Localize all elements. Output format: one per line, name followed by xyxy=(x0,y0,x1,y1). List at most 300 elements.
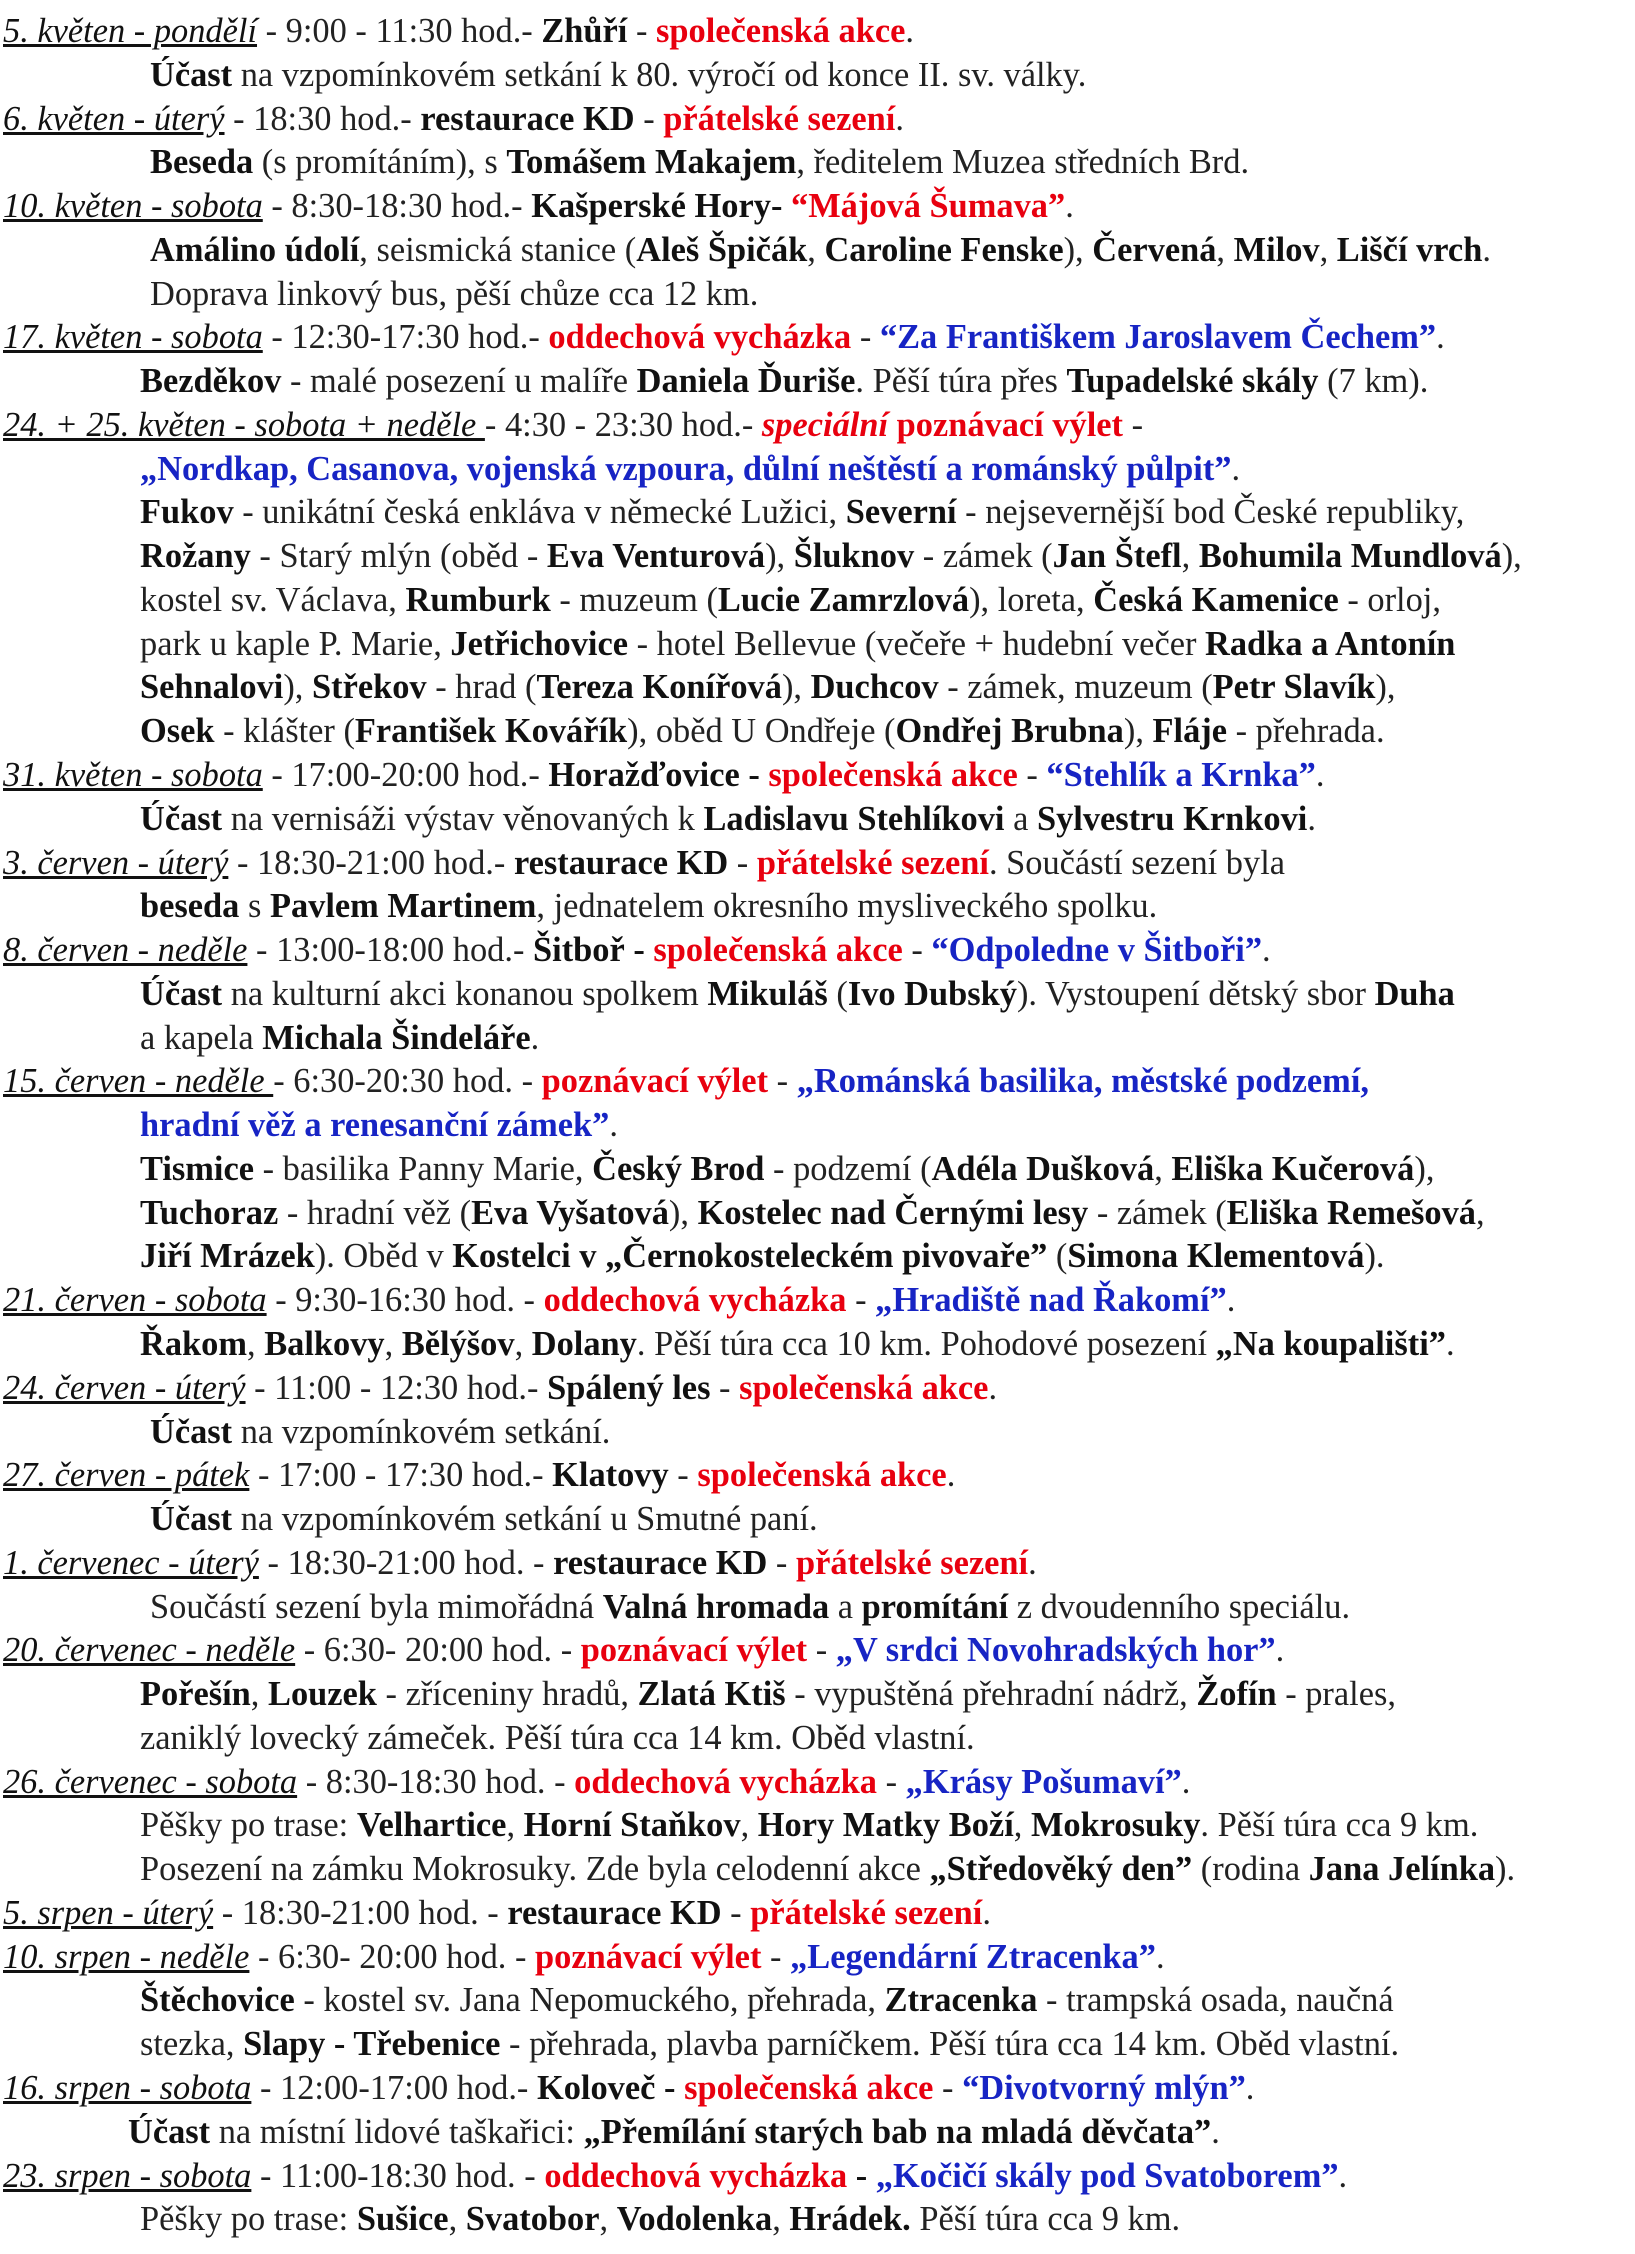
text-segment: na vzpomínkovém setkání k 80. výročí od konce II. sv. války. xyxy=(232,55,1087,94)
text-segment: , xyxy=(247,1324,265,1363)
bold-text: Česká Kamenice xyxy=(1093,580,1339,619)
text-segment xyxy=(888,406,897,444)
bold-text: Aleš Špičák xyxy=(636,230,808,269)
text-segment: - xyxy=(807,1631,836,1670)
bold-text: Mokrosuky xyxy=(1030,1806,1201,1845)
text-segment: a xyxy=(1004,799,1037,838)
text-segment: - zámek ( xyxy=(914,537,1053,576)
text-segment: - hrad ( xyxy=(426,668,537,707)
event-detail-line xyxy=(0,1586,1635,1630)
bold-text: Tomášem Makajem xyxy=(506,143,797,182)
event-title: „Kočičí skály pod Svatoborem” xyxy=(875,2156,1339,2195)
event-type: přátelské sezení xyxy=(750,1893,983,1932)
text-segment: . xyxy=(1307,799,1316,838)
text-segment: . xyxy=(1226,1281,1236,1320)
event-detail-line xyxy=(0,666,1635,710)
event-type: společenská akce xyxy=(653,931,903,970)
event-header-line xyxy=(0,10,1635,54)
text-segment: - 12:00-17:00 hod.- xyxy=(251,2068,537,2107)
event-header-line xyxy=(0,1629,1635,1673)
text-segment: - xyxy=(767,1543,796,1582)
bold-text: Mikuláš xyxy=(707,974,828,1013)
event-detail-line xyxy=(0,54,1635,98)
text-segment: Pěšky po trase: xyxy=(140,2200,357,2239)
text-segment: ), loreta, xyxy=(969,580,1094,619)
event-header-line xyxy=(0,1279,1635,1323)
text-segment: . xyxy=(1275,1631,1285,1670)
event-type: poznávací výlet xyxy=(535,1937,762,1976)
text-segment: - xyxy=(668,1456,698,1495)
bold-text: Štěchovice xyxy=(140,1981,295,2020)
bold-text: František Kovářík xyxy=(354,712,628,751)
text-segment: - zříceniny hradů, xyxy=(376,1675,638,1714)
text-segment: - přehrada. xyxy=(1227,712,1385,751)
event-date: 10. srpen - neděle xyxy=(3,1937,250,1976)
event-detail-line xyxy=(0,1104,1635,1148)
text-segment: - xyxy=(933,2068,963,2107)
event-title: „Hradiště nad Řakomí” xyxy=(875,1281,1227,1320)
text-segment: . xyxy=(895,99,904,138)
event-date: 31. květen - sobota xyxy=(3,756,263,795)
text-segment: na vernisáži výstav věnovaných k xyxy=(222,799,704,838)
text-segment: - 6:30- 20:00 hod. - xyxy=(295,1631,581,1670)
text-segment: . xyxy=(1211,2112,1220,2151)
text-segment: - nejsevernější bod České republiky, xyxy=(956,493,1465,532)
text-segment: - xyxy=(1123,405,1144,444)
text-segment: - xyxy=(634,99,664,138)
text-segment: . xyxy=(946,1456,956,1495)
text-segment: . Součástí sezení byla xyxy=(988,843,1286,882)
event-date: 23. srpen - sobota xyxy=(3,2156,252,2195)
bold-text: Kostelci v „Černokosteleckém pivovaře” xyxy=(452,1237,1048,1276)
bold-text: Kašperské Hory- xyxy=(531,187,783,226)
bold-text: Eva Vyšatová xyxy=(471,1193,669,1232)
bold-text: Fláje xyxy=(1152,712,1228,751)
text-segment: ), xyxy=(1501,537,1522,576)
bold-text: „Středověký den” xyxy=(929,1850,1193,1889)
bold-text: Rožany xyxy=(140,537,251,576)
text-segment: - orloj, xyxy=(1338,580,1441,619)
bold-text: Fukov xyxy=(140,493,234,532)
event-date: 3. červen - úterý xyxy=(3,843,229,882)
event-detail-line xyxy=(0,1192,1635,1236)
event-detail-line xyxy=(0,1804,1635,1848)
text-segment: . xyxy=(988,1368,998,1407)
bold-text: - xyxy=(624,931,654,970)
bold-text: Zhůří xyxy=(541,12,628,50)
event-detail-line xyxy=(0,1498,1635,1542)
event-detail-line xyxy=(0,885,1635,929)
event-title: „Románská basilika, městské podzemí, xyxy=(796,1062,1369,1101)
event-detail-line xyxy=(0,229,1635,273)
event-type: společenská akce xyxy=(684,2068,934,2107)
bold-text: Eliška Remešová xyxy=(1226,1193,1476,1232)
text-segment: - muzeum ( xyxy=(550,580,718,619)
bold-text: Radka a Antonín xyxy=(1205,624,1456,663)
bold-text: Osek xyxy=(140,712,215,751)
bold-text: Klatovy xyxy=(552,1456,669,1495)
bold-text: Caroline Fenske xyxy=(824,230,1064,269)
text-segment: . xyxy=(1338,2156,1348,2195)
event-header-line xyxy=(0,1542,1635,1586)
bold-text: Ladislavu Stehlíkovi xyxy=(703,799,1005,838)
event-date: 5. srpen - úterý xyxy=(3,1893,214,1932)
event-type: oddechová vycházka xyxy=(574,1762,877,1801)
event-type: oddechová vycházka xyxy=(544,2156,848,2195)
bold-text: Svatobor xyxy=(465,2200,600,2239)
text-segment: - xyxy=(721,1893,751,1932)
event-detail-line xyxy=(0,1673,1635,1717)
text-segment: . xyxy=(1065,187,1074,226)
text-segment: - xyxy=(851,318,880,357)
text-segment: Pěšky po trase: xyxy=(140,1806,357,1845)
event-date: 10. květen - sobota xyxy=(3,187,263,226)
text-segment: . Pěší túra cca 9 km. xyxy=(1200,1806,1479,1845)
bold-text: Sehnalovi xyxy=(140,668,284,707)
text-segment: - xyxy=(902,931,932,970)
text-segment: na vzpomínkovém setkání. xyxy=(232,1412,611,1451)
bold-text: Účast xyxy=(150,55,233,94)
event-detail-line xyxy=(0,448,1635,492)
bold-text: restaurace KD xyxy=(420,99,635,138)
bold-text: Sušice xyxy=(356,2200,449,2239)
bold-text: Lucie Zamrzlová xyxy=(717,580,970,619)
bold-text: Jiří Mrázek xyxy=(140,1237,315,1276)
text-segment: , xyxy=(1476,1193,1485,1232)
bold-text: Simona Klementová xyxy=(1067,1237,1365,1276)
event-header-line xyxy=(0,98,1635,142)
text-segment: - hradní věž ( xyxy=(278,1193,472,1232)
event-date: 6. květen - úterý xyxy=(3,99,225,138)
event-detail-line xyxy=(0,360,1635,404)
text-segment: - 12:30-17:30 hod.- xyxy=(262,318,549,357)
event-date: 17. květen - sobota xyxy=(3,318,263,357)
bold-text: Jetřichovice xyxy=(450,624,628,663)
event-detail-line xyxy=(0,273,1635,317)
bold-text: Kostelec nad Černými lesy xyxy=(697,1193,1089,1232)
bold-text: Účast xyxy=(150,1412,233,1451)
text-segment: . xyxy=(1482,230,1491,269)
event-type: poznávací výlet xyxy=(896,405,1123,444)
bold-text: Hrádek. xyxy=(789,2200,911,2239)
event-date: 1. červenec - úterý xyxy=(3,1543,259,1582)
text-segment: . xyxy=(1445,1324,1455,1363)
text-segment: - zámek ( xyxy=(1088,1193,1227,1232)
bold-text: Český Brod xyxy=(592,1149,765,1188)
bold-text: Účast xyxy=(150,1500,233,1539)
event-detail-line xyxy=(0,1323,1635,1367)
bold-text: Tupadelské skály xyxy=(1066,362,1319,401)
text-segment: , xyxy=(1319,230,1337,269)
text-segment: - xyxy=(728,843,757,882)
text-segment: - xyxy=(627,12,657,50)
text-segment: , xyxy=(772,2200,790,2239)
event-detail-line xyxy=(0,1235,1635,1279)
text-segment: Doprava linkový bus, pěší chůze cca 12 km. xyxy=(150,274,759,313)
text-segment: - Starý mlýn (oběd - xyxy=(250,537,547,576)
bold-text: Bezděkov xyxy=(140,362,282,401)
bold-text: Řakom xyxy=(140,1324,248,1363)
event-title: “Za Františkem Jaroslavem Čechem” xyxy=(879,318,1437,357)
bold-text: promítání xyxy=(861,1587,1009,1626)
event-type: přátelské sezení xyxy=(663,99,896,138)
text-segment: - 8:30-18:30 hod. - xyxy=(297,1762,575,1801)
event-title: “Stehlík a Krnka” xyxy=(1046,756,1316,795)
event-detail-line xyxy=(0,535,1635,579)
bold-text: Amálino údolí xyxy=(150,230,360,269)
text-segment: - xyxy=(1017,756,1047,795)
text-segment: . xyxy=(982,1893,991,1932)
text-segment: s xyxy=(239,887,270,926)
text-segment: - prales, xyxy=(1276,1675,1396,1714)
text-segment: ), oběd U Ondřeje ( xyxy=(627,712,896,751)
event-detail-line xyxy=(0,1017,1635,1061)
text-segment: , xyxy=(740,1806,758,1845)
bold-text: Horažďovice xyxy=(548,756,740,795)
event-header-line xyxy=(0,404,1635,448)
text-segment: . xyxy=(1436,318,1445,357)
text-segment: - xyxy=(877,1762,906,1801)
event-title: „V srdci Novohradských hor” xyxy=(835,1631,1276,1670)
text-segment: - trampská osada, naučná xyxy=(1037,1981,1394,2020)
bold-text: Střekov xyxy=(312,668,427,707)
text-segment: zaniklý lovecký zámeček. Pěší túra cca 14 km. Oběd vlastní. xyxy=(140,1718,975,1757)
text-segment: . xyxy=(609,1106,618,1145)
event-title: „Legendární Ztracenka” xyxy=(790,1937,1156,1976)
event-date: 8. červen - neděle xyxy=(3,931,248,970)
bold-text: Ztracenka xyxy=(884,1981,1038,2020)
text-segment: - 18:30-21:00 hod. - xyxy=(258,1543,554,1582)
event-type-emphasis: speciální xyxy=(761,405,888,444)
text-segment: Posezení na zámku Mokrosuky. Zde byla celodenní akce xyxy=(140,1850,930,1889)
event-type: společenská akce xyxy=(697,1456,947,1495)
text-segment: - zámek, muzeum ( xyxy=(938,668,1213,707)
bold-text: Adéla Dušková xyxy=(931,1149,1155,1188)
bold-text: Koloveč xyxy=(536,2068,656,2107)
bold-text: Jan Štefl xyxy=(1052,537,1182,576)
bold-text: Jana Jelínka xyxy=(1308,1850,1496,1889)
text-segment: ), xyxy=(1375,668,1396,707)
event-detail-line xyxy=(0,1148,1635,1192)
bold-text: Slapy - Třebenice xyxy=(243,2025,501,2064)
bold-text: Tuchoraz xyxy=(140,1193,279,1232)
text-segment: ). Oběd v xyxy=(314,1237,453,1276)
bold-text: Pavlem Martinem xyxy=(269,887,537,926)
text-segment: Součástí sezení byla mimořádná xyxy=(150,1587,603,1626)
text-segment: . Pěší túra přes xyxy=(855,362,1067,401)
event-date: 5. květen - pondělí xyxy=(3,12,258,50)
bold-text: Severní xyxy=(845,493,957,532)
event-header-line xyxy=(0,1761,1635,1805)
text-segment: - vypuštěná přehradní nádrž, xyxy=(785,1675,1197,1714)
text-segment: - 6:30- 20:00 hod. - xyxy=(249,1937,536,1976)
event-detail-line xyxy=(0,1411,1635,1455)
text-segment: . xyxy=(1315,756,1325,795)
text-segment: , jednatelem okresního mysliveckého spolku. xyxy=(536,887,1158,926)
event-header-line xyxy=(0,1454,1635,1498)
text-segment: na vzpomínkovém setkání u Smutné paní. xyxy=(232,1500,818,1539)
text-segment: - 4:30 - 23:30 hod.- xyxy=(484,405,762,444)
event-header-line xyxy=(0,929,1635,973)
bold-text: Horní Staňkov xyxy=(523,1806,741,1845)
text-segment: na kulturní akci konanou spolkem xyxy=(222,974,708,1013)
text-segment: . xyxy=(1155,1937,1165,1976)
bold-text: - xyxy=(847,2156,876,2195)
bold-text: Daniela Ďuriše xyxy=(636,362,856,401)
text-segment: . xyxy=(1245,2068,1255,2107)
bold-text: Šitboř xyxy=(533,931,625,970)
bold-text: Ondřej Brubna xyxy=(895,712,1124,751)
event-type: společenská akce xyxy=(739,1368,989,1407)
text-segment: (rodina xyxy=(1192,1850,1309,1889)
text-segment: , xyxy=(1154,1149,1172,1188)
text-segment: ), xyxy=(765,537,794,576)
event-type: poznávací výlet xyxy=(580,1631,808,1670)
text-segment: , xyxy=(1216,230,1234,269)
event-header-line xyxy=(0,1936,1635,1980)
text-segment: - xyxy=(768,1062,797,1101)
text-segment: . xyxy=(1181,1762,1191,1801)
text-segment: , xyxy=(514,1324,532,1363)
text-segment: stezka, xyxy=(140,2025,244,2064)
bold-text: Šluknov xyxy=(793,537,915,576)
bold-text: Účast xyxy=(140,974,223,1013)
text-segment: ), xyxy=(1414,1149,1435,1188)
bold-text: Liščí vrch xyxy=(1336,230,1483,269)
event-title: „Krásy Pošumaví” xyxy=(905,1762,1182,1801)
event-type: přátelské sezení xyxy=(795,1543,1029,1582)
text-segment: ), xyxy=(781,668,811,707)
bold-text: „Na koupališti” xyxy=(1215,1324,1446,1363)
text-segment: (7 km). xyxy=(1318,362,1429,401)
bold-text: restaurace KD xyxy=(553,1543,768,1582)
bold-text: „Přemílání starých bab na mladá děvčata” xyxy=(583,2112,1212,2151)
bold-text: Bělýšov xyxy=(401,1324,515,1363)
text-segment: , xyxy=(1013,1806,1031,1845)
text-segment: - 18:30-21:00 hod. - xyxy=(213,1893,508,1932)
text-segment: ), xyxy=(1123,712,1153,751)
text-segment: ( xyxy=(1047,1237,1068,1276)
event-title: “Odpoledne v Šitboři” xyxy=(931,931,1263,970)
bold-text: Balkovy xyxy=(264,1324,385,1363)
event-detail-line xyxy=(0,1717,1635,1761)
text-segment: , xyxy=(250,1675,268,1714)
text-segment: - 11:00 - 12:30 hod.- xyxy=(245,1368,548,1407)
event-detail-line xyxy=(0,491,1635,535)
text-segment: - 9:30-16:30 hod. - xyxy=(266,1281,544,1320)
text-segment: ( xyxy=(827,974,848,1013)
text-segment: , xyxy=(384,1324,402,1363)
bold-text: Účast xyxy=(128,2112,211,2151)
event-date: 24. červen - úterý xyxy=(3,1368,246,1407)
bold-text: - xyxy=(655,2068,685,2107)
bold-text: Tereza Konířová xyxy=(536,668,782,707)
bold-text: Spálený les xyxy=(547,1368,711,1407)
bold-text: Bohumila Mundlová xyxy=(1198,537,1502,576)
bold-text: Červená xyxy=(1092,230,1217,269)
text-segment: na místní lidové taškařici: xyxy=(210,2112,584,2151)
event-header-line xyxy=(0,1892,1635,1936)
bold-text: Duchcov xyxy=(810,668,939,707)
text-segment: ), xyxy=(668,1193,698,1232)
text-segment: - kostel sv. Jana Nepomuckého, přehrada, xyxy=(294,1981,885,2020)
text-segment: ), xyxy=(283,668,312,707)
bold-text: Tismice xyxy=(140,1149,254,1188)
text-segment: - podzemí ( xyxy=(764,1149,932,1188)
text-segment: - unikátní česká enkláva v německé Lužici, xyxy=(233,493,846,532)
bold-text: restaurace KD xyxy=(513,843,729,882)
bold-text: Vodolenka xyxy=(616,2200,773,2239)
event-detail-line xyxy=(0,798,1635,842)
text-segment: - 17:00-20:00 hod.- xyxy=(262,756,549,795)
text-segment: , xyxy=(1181,537,1199,576)
bold-text: Ivo Dubský xyxy=(847,974,1017,1013)
event-detail-line xyxy=(0,141,1635,185)
event-header-line xyxy=(0,316,1635,360)
text-segment: . xyxy=(1262,931,1271,970)
bold-text: - xyxy=(739,756,769,795)
text-segment: , xyxy=(448,2200,466,2239)
bold-text: Milov xyxy=(1233,230,1320,269)
bold-text: Louzek xyxy=(268,1675,377,1714)
text-segment: kostel sv. Václava, xyxy=(140,580,406,619)
bold-text: Petr Slavík xyxy=(1212,668,1376,707)
bold-text: Valná hromada xyxy=(602,1587,830,1626)
text-segment: Pěší túra cca 9 km. xyxy=(910,2200,1181,2239)
event-type: oddechová vycházka xyxy=(548,318,852,357)
event-type: společenská akce xyxy=(768,756,1018,795)
event-detail-line xyxy=(0,710,1635,754)
event-title: hradní věž a renesanční zámek” xyxy=(140,1106,610,1145)
event-detail-line xyxy=(0,2198,1635,2242)
event-header-line xyxy=(0,1367,1635,1411)
text-segment: ). xyxy=(1495,1850,1516,1889)
bold-text: Účast xyxy=(140,799,223,838)
text-segment: - 18:30 hod.- xyxy=(224,99,421,138)
event-title: „Nordkap, Casanova, vojenská vzpoura, důlní neštěstí a románský půlpit” xyxy=(140,449,1232,488)
bold-text: Sylvestru Krnkovi xyxy=(1036,799,1308,838)
event-detail-line xyxy=(0,2111,1635,2155)
text-segment: - xyxy=(761,1937,791,1976)
bold-text: Hory Matky Boží xyxy=(757,1806,1014,1845)
text-segment: - 6:30-20:30 hod. - xyxy=(273,1062,542,1101)
event-detail-line xyxy=(0,623,1635,667)
bold-text: Beseda xyxy=(150,143,254,182)
text-segment: - 11:00-18:30 hod. - xyxy=(251,2156,545,2195)
text-segment: . xyxy=(530,1018,540,1057)
text-segment: ). xyxy=(1364,1237,1385,1276)
event-detail-line xyxy=(0,1848,1635,1892)
text-segment: - 18:30-21:00 hod.- xyxy=(228,843,514,882)
text-segment xyxy=(782,187,791,225)
bold-text: Michala Šindeláře xyxy=(262,1018,531,1057)
text-segment: , xyxy=(807,230,825,269)
event-date: 20. červenec - neděle xyxy=(3,1631,296,1670)
event-date: 24. + 25. květen - sobota + neděle xyxy=(3,405,485,444)
bold-text: beseda xyxy=(140,887,240,926)
event-header-line xyxy=(0,1060,1635,1104)
event-header-line xyxy=(0,754,1635,798)
event-type: společenská akce xyxy=(656,12,906,50)
text-segment: , xyxy=(506,1806,524,1845)
text-segment: . xyxy=(905,12,914,50)
event-header-line xyxy=(0,2067,1635,2111)
text-segment: z dvoudenního speciálu. xyxy=(1008,1587,1351,1626)
event-detail-line xyxy=(0,2023,1635,2067)
text-segment: - xyxy=(846,1281,876,1320)
event-date: 27. červen - pátek xyxy=(3,1456,250,1495)
event-type: “Májová Šumava” xyxy=(791,187,1066,226)
